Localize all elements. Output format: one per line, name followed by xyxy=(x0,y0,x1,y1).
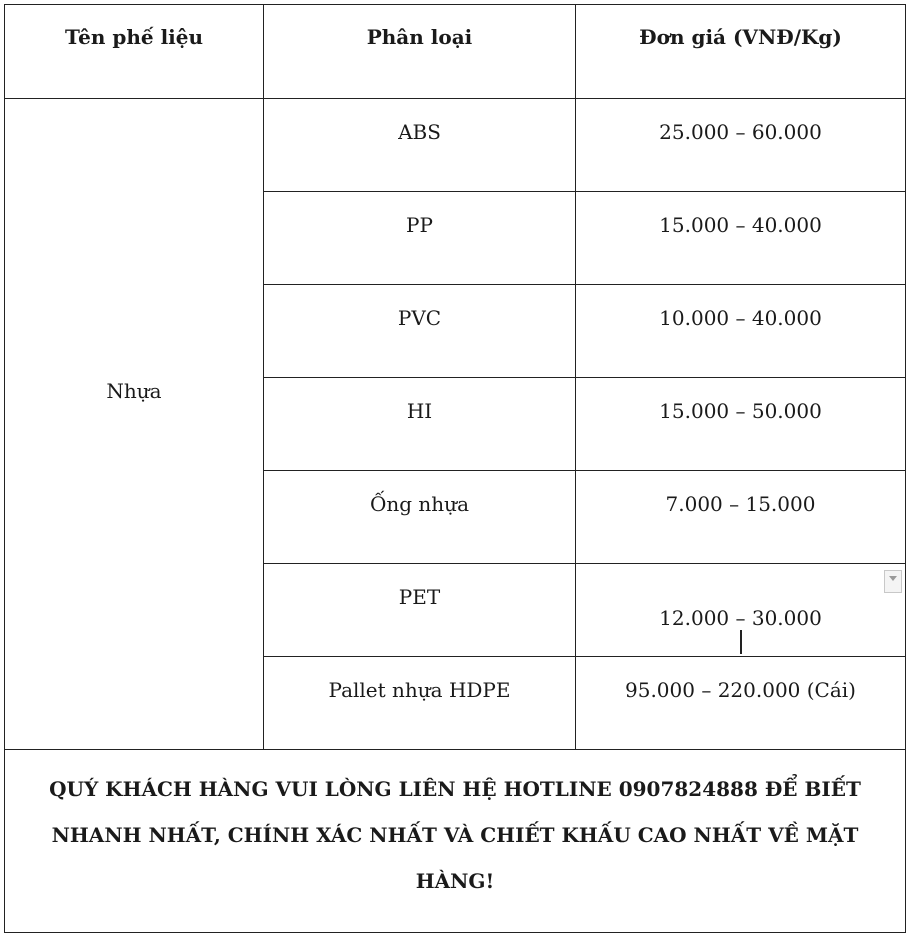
table-row xyxy=(5,99,906,192)
type-label: PP xyxy=(406,213,433,237)
category-cell[interactable] xyxy=(5,99,264,750)
type-cell[interactable] xyxy=(264,564,576,657)
price-cell[interactable] xyxy=(576,285,906,378)
type-label: PET xyxy=(398,585,441,609)
notice-cell[interactable] xyxy=(5,750,906,933)
price-label: 25.000 – 60.000 xyxy=(659,120,822,144)
price-label: 7.000 – 15.000 xyxy=(665,492,816,516)
type-label: PVC xyxy=(397,306,442,330)
type-cell[interactable] xyxy=(264,657,576,750)
header-label: Đơn giá (VNĐ/Kg) xyxy=(639,25,842,49)
price-label-active xyxy=(576,564,905,654)
type-cell[interactable] xyxy=(264,378,576,471)
type-label: Ống nhựa xyxy=(369,492,469,516)
text-cursor-icon xyxy=(740,630,742,654)
price-table xyxy=(4,4,906,933)
header-label: Phân loại xyxy=(366,25,473,49)
type-cell[interactable] xyxy=(264,99,576,192)
header-row xyxy=(5,5,906,99)
type-label: HI xyxy=(406,399,433,423)
active-cell-wrap xyxy=(576,564,905,654)
notice-row xyxy=(5,750,906,933)
type-label: Pallet nhựa HDPE xyxy=(328,678,511,702)
header-cell-type[interactable] xyxy=(264,5,576,99)
type-cell[interactable] xyxy=(264,471,576,564)
category-label: Nhựa xyxy=(106,378,162,403)
type-label: ABS xyxy=(398,120,441,144)
price-label: 15.000 – 40.000 xyxy=(659,213,822,237)
price-cell[interactable] xyxy=(576,471,906,564)
header-label: Tên phế liệu xyxy=(64,25,204,49)
price-cell[interactable] xyxy=(576,378,906,471)
price-cell[interactable] xyxy=(576,99,906,192)
price-label: 12.000 – 30.000 xyxy=(659,606,822,630)
price-cell[interactable] xyxy=(576,657,906,750)
price-cell-active[interactable] xyxy=(576,564,906,657)
type-cell[interactable] xyxy=(264,285,576,378)
type-cell[interactable] xyxy=(264,192,576,285)
chevron-down-icon[interactable] xyxy=(884,570,902,593)
price-label: 95.000 – 220.000 (Cái) xyxy=(625,678,856,702)
hotline-notice: QUÝ KHÁCH HÀNG VUI LÒNG LIÊN HỆ HOTLINE 0907824888 ĐỂ BIẾT NHANH NHẤT, CHÍNH XÁC NHẤT VÀ CHIẾT KHẤU CAO NHẤT VỀ MẶT HÀNG! xyxy=(49,777,861,893)
price-label: 15.000 – 50.000 xyxy=(659,399,822,423)
header-cell-price[interactable] xyxy=(576,5,906,99)
price-label: 10.000 – 40.000 xyxy=(659,306,822,330)
header-cell-name[interactable] xyxy=(5,5,264,99)
price-cell[interactable] xyxy=(576,192,906,285)
